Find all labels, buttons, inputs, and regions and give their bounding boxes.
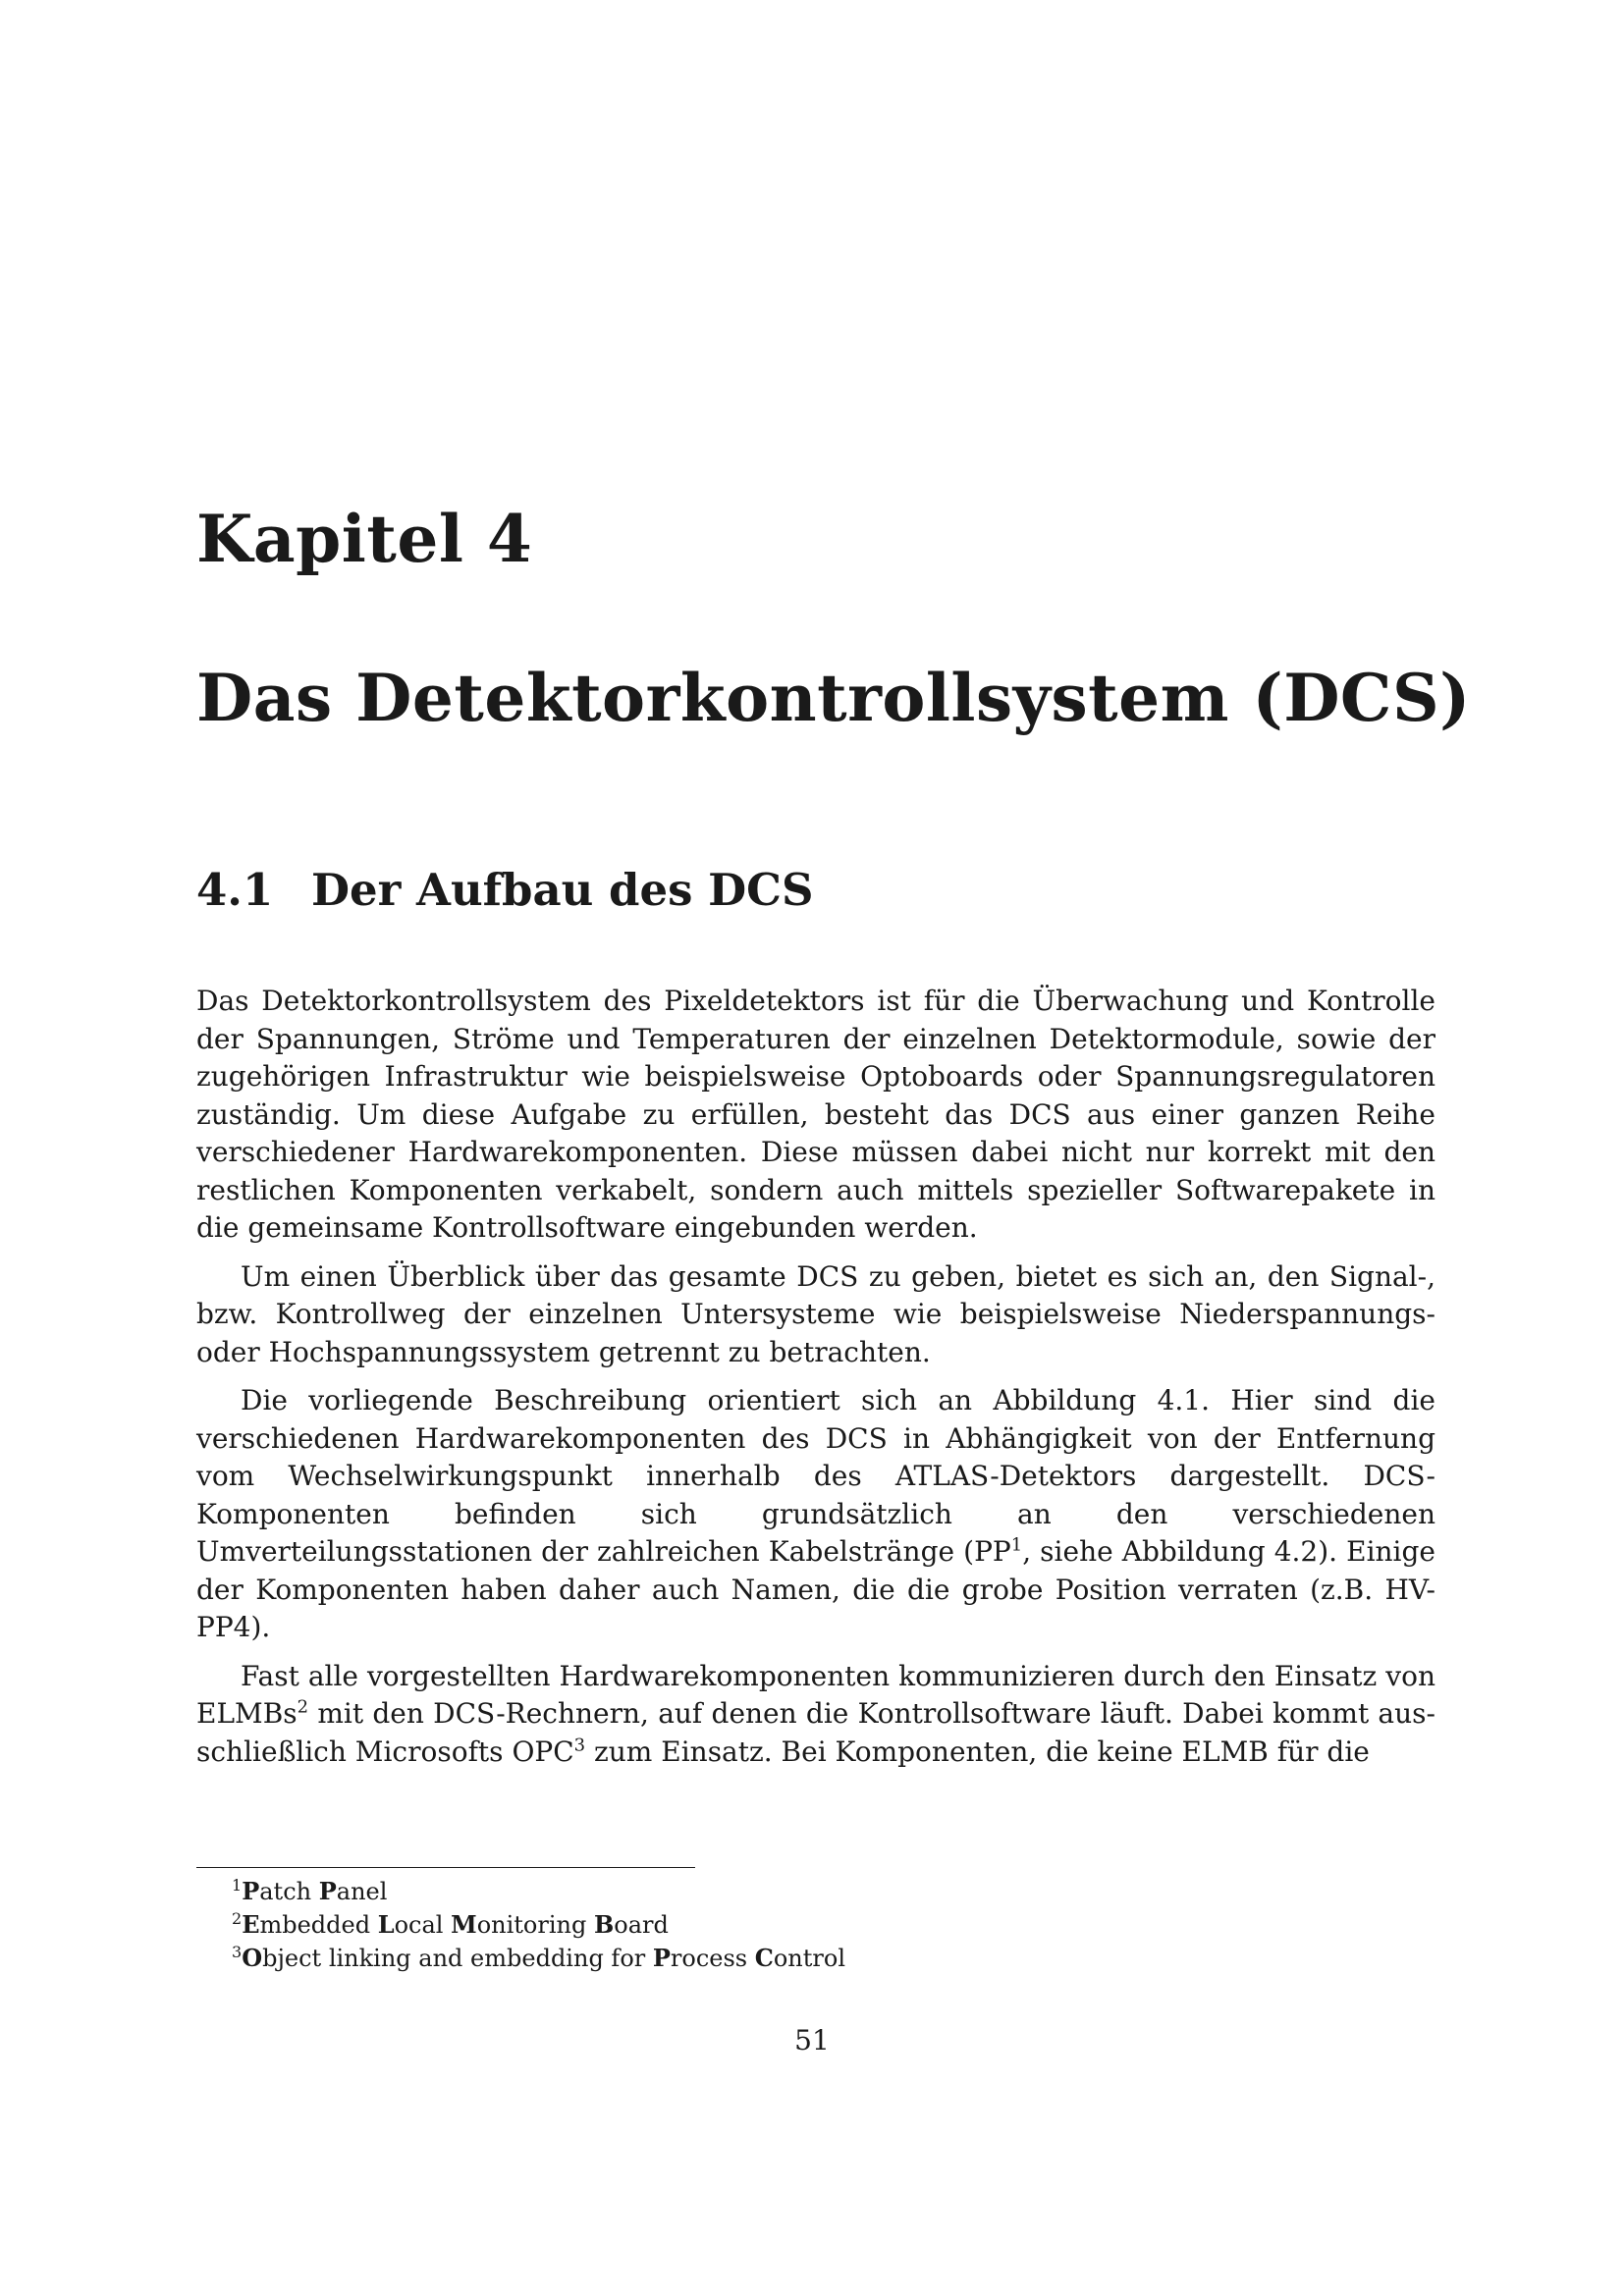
- body-text: [196, 983, 1435, 1782]
- paragraph-3: [196, 1382, 1435, 1647]
- footnote-mark: 3: [232, 1943, 243, 1961]
- section-number: 4.1: [196, 864, 274, 916]
- footnote-segment: mbedded: [259, 1911, 378, 1939]
- footnote-segment: bject linking and embedding for: [262, 1945, 653, 1972]
- footnote-1: [196, 1875, 1435, 1908]
- chapter-title: Das Detektorkontrollsystem (DCS): [196, 660, 1471, 736]
- section-heading: [196, 864, 813, 916]
- paragraph-1: Das Detektorkontrollsystem des Pixeldetektors ist für die Überwachung und Kontrolle der Spannungen, Ströme und Temperaturen der einzelnen Detektormodule, sowie der zugehörigen Infrastruktur wie beispielsweise Optoboards oder Spannungsregulatoren zuständig. Um diese Aufgabe zu erfüllen, besteht das DCS aus einer ganzen Reihe verschiedener Hardwarekomponenten. Diese müssen dabei nicht nur korrekt mit den restlichen Komponenten verkabelt, sondern auch mittels spezieller Softwarepakete in die gemeinsame Kontrollsoftware eingebunden werden.: [196, 985, 1435, 1244]
- paragraph-4-text-c: zum Einsatz. Bei Komponenten, die keine ELMB für die: [585, 1735, 1370, 1768]
- page-number: 51: [794, 2024, 830, 2056]
- footnote-segment: ocal: [394, 1911, 452, 1939]
- footnote-segment: B: [593, 1910, 615, 1939]
- footnote-segment: C: [754, 1944, 774, 1972]
- footnote-ref-2: 2: [297, 1696, 309, 1718]
- footnotes: [196, 1875, 1435, 1975]
- footnote-segment: O: [242, 1944, 263, 1972]
- footnote-divider: [196, 1867, 695, 1868]
- paragraph-4-text-a: Fast alle vorgestellten Hardwarekomponenten kommunizieren durch den Einsatz von ELMBs: [196, 1659, 1435, 1730]
- paragraph-2: Um einen Überblick über das gesamte DCS zu geben, bietet es sich an, den Signal-, bzw. Kontrollweg der einzelnen Untersysteme wie beispielsweise Niederspannungs- oder Hochspannungssystem getrennt zu betrachten.: [196, 1259, 1435, 1368]
- footnote-segment: P: [652, 1944, 671, 1972]
- footnote-mark: 1: [232, 1876, 243, 1895]
- paragraph-4-text-b: mit den DCS-Rechnern, auf denen die Kontrollsoftware läuft. Dabei kommt ausschließlich Microsofts OPC: [196, 1697, 1435, 1768]
- footnote-segment: onitoring: [476, 1911, 594, 1939]
- paragraph-4: [196, 1658, 1435, 1772]
- footnote-segment: M: [451, 1910, 477, 1939]
- footnote-3: [196, 1942, 1435, 1975]
- footnote-segment: atch: [259, 1878, 319, 1905]
- footnote-segment: anel: [336, 1878, 388, 1905]
- footnote-segment: P: [242, 1877, 260, 1905]
- footnote-segment: ontrol: [773, 1945, 846, 1972]
- section-title: Der Aufbau des DCS: [311, 864, 814, 916]
- footnote-segment: oard: [614, 1911, 669, 1939]
- footnote-segment: E: [242, 1910, 260, 1939]
- footnote-segment: rocess: [670, 1945, 755, 1972]
- chapter-label: Kapitel 4: [196, 501, 533, 577]
- footnote-segment: P: [318, 1877, 337, 1905]
- paragraph-3-text-a: Die vorliegende Beschreibung orientiert sich an Abbildung 4.1. Hier sind die verschiedenen Hardwarekomponenten des DCS in Abhängigkeit von der Entfernung vom Wechselwirkungspunkt innerhalb des ATLAS-Detektors dargestellt. DCS-Komponenten befinden sich grundsätzlich an den verschiedenen Umverteilungsstationen der zahlreichen Kabelstränge (PP: [196, 1384, 1435, 1568]
- footnote-ref-1: 1: [1010, 1534, 1023, 1556]
- footnote-mark: 2: [232, 1909, 243, 1928]
- footnote-ref-3: 3: [573, 1735, 586, 1756]
- paragraph-3-text-b: , siehe Abbildung 4.2). Einige der Komponenten haben daher auch Namen, die die grobe Position verraten (z.B. HV-PP4).: [196, 1535, 1436, 1643]
- footnote-2: [196, 1908, 1435, 1942]
- footnote-segment: L: [377, 1910, 395, 1939]
